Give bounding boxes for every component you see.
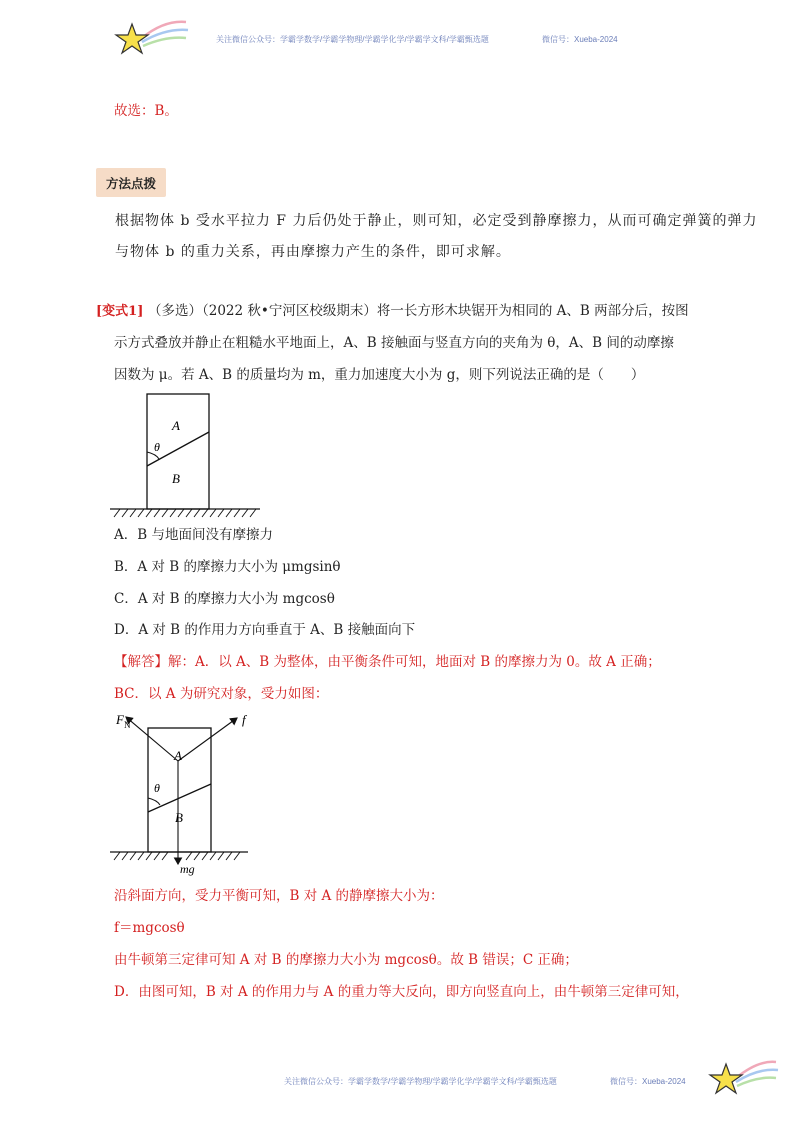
solution-line-2: BC．以 A 为研究对象，受力如图： [114,686,329,702]
fig2-label-mg: mg [180,862,195,876]
footer-wechat: 微信号：Xueba-2024 [610,1077,686,1086]
prev-answer: 故选：B。 [114,103,178,119]
fig2-label-a: A [174,748,182,763]
fig2-label-f: f [242,712,246,727]
solution-line-6: D．由图可知，B 对 A 的作用力与 A 的重力等大反向，即方向竖直向上，由牛顿第三定律可知， [114,984,689,1000]
option-c: C．A 对 B 的摩擦力大小为 mgcosθ [114,591,335,607]
option-d: D．A 对 B 的作用力方向垂直于 A、B 接触面向下 [114,622,416,638]
figure-blocks [110,388,260,518]
option-b: B．A 对 B 的摩擦力大小为 μmgsinθ [114,559,341,575]
header-logo [112,16,192,60]
fig2-label-theta: θ [154,781,160,795]
shooting-star-icon [706,1056,786,1100]
question-line-2: 示方式叠放并静止在粗糙水平地面上，A、B 接触面与竖直方向的夹角为 θ，A、B 间的动摩擦 [114,335,674,351]
fig1-label-a: A [172,418,180,433]
variant-tag: [变式1] [96,304,144,319]
footer-text: 关注微信公众号：学霸学数学/学霸学物理/学霸学化学/学霸学文科/学霸甄选题 [284,1077,557,1086]
method-line-2: 与物体 b 的重力关系，再由摩擦力产生的条件，即可求解。 [115,244,511,260]
shooting-star-icon [112,16,192,60]
header-text: 关注微信公众号：学霸学数学/学霸学物理/学霸学化学/学霸学文科/学霸甄选题 [216,35,489,44]
question-line-1: （多选）（2022 秋•宁河区校级期末）将一长方形木块锯开为相同的 A、B 两部分后，按图 [148,303,689,319]
solution-line-4: f＝mgcosθ [114,920,185,936]
method-line-1: 根据物体 b 受水平拉力 F 力后仍处于静止，则可知，必定受到静摩擦力，从而可确定弹簧的弹力 [115,213,758,229]
fig1-label-theta: θ [154,440,160,454]
solution-line-3: 沿斜面方向，受力平衡可知，B 对 A 的静摩擦大小为： [114,888,444,904]
solution-tag: 【解答】 [114,654,168,670]
fig1-label-b: B [172,471,180,486]
header-wechat: 微信号：Xueba-2024 [542,35,618,44]
figure-force-diagram [110,708,260,880]
footer-logo [706,1056,786,1100]
fig2-label-fn: $F_N$ [116,712,131,730]
fig2-label-b: B [175,810,183,825]
option-a: A．B 与地面间没有摩擦力 [114,527,273,543]
question-line-3: 因数为 μ。若 A、B 的质量均为 m，重力加速度大小为 g，则下列说法正确的是（ ） [114,367,645,383]
solution-line-1 [114,656,661,670]
method-badge: 方法点拨 [96,168,166,197]
solution-text-1: 解：A．以 A、B 为整体，由平衡条件可知，地面对 B 的摩擦力为 0。故 A 正确； [168,654,661,670]
solution-line-5: 由牛顿第三定律可知 A 对 B 的摩擦力大小为 mgcosθ。故 B 错误；C 正确； [114,952,578,968]
